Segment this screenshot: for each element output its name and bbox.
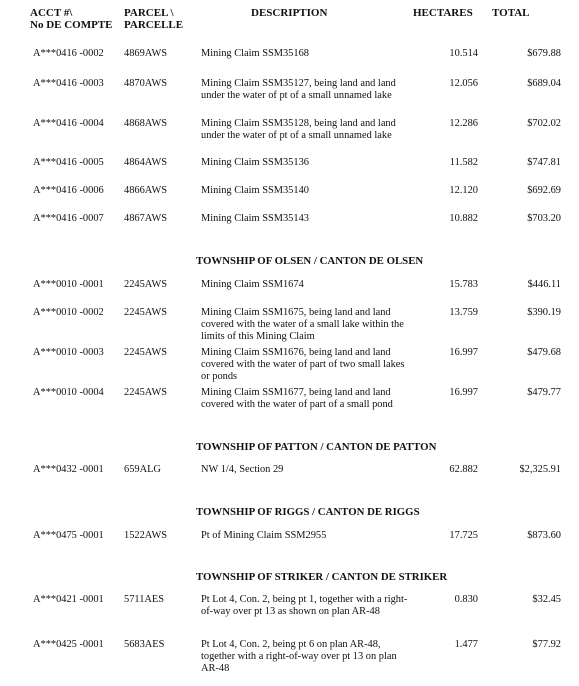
- acct-number: A***0421 -0001: [33, 594, 104, 605]
- hectares: 62.882: [449, 464, 478, 475]
- parcel-number: 4864AWS: [124, 157, 168, 168]
- hectares: 0.830: [454, 594, 478, 605]
- township-striker-heading: TOWNSHIP OF STRIKER / CANTON DE STRIKER: [196, 571, 448, 583]
- acct-header-line1: ACCT #\: [30, 7, 73, 19]
- hectares-header: HECTARES: [413, 7, 473, 19]
- acct-number: A***0010 -0001: [33, 279, 104, 290]
- total: $446.11: [527, 279, 561, 290]
- total: $692.69: [527, 185, 561, 196]
- description: Mining Claim SSM35128, being land and land under the water of pt of a small unnamed lake: [201, 118, 396, 141]
- acct-number: A***0432 -0001: [33, 464, 104, 475]
- description: Mining Claim SSM35140: [201, 185, 309, 196]
- acct-number: A***0010 -0002: [33, 307, 104, 318]
- description: Pt Lot 4, Con. 2, being pt 1, together with a right-of-way over pt 13 as shown on plan AR-48: [201, 594, 408, 617]
- total: $689.04: [527, 78, 561, 89]
- hectares: 11.582: [449, 157, 478, 168]
- description: Mining Claim SSM35127, being land and land under the water of pt of a small unnamed lake: [201, 78, 396, 101]
- total: $77.92: [532, 639, 561, 650]
- total: $703.20: [527, 213, 561, 224]
- description-header: DESCRIPTION: [251, 7, 328, 19]
- acct-number: A***0416 -0007: [33, 213, 104, 224]
- total: $747.81: [527, 157, 561, 168]
- township-patton-heading: TOWNSHIP OF PATTON / CANTON DE PATTON: [196, 441, 437, 453]
- description: NW 1/4, Section 29: [201, 464, 284, 475]
- description: Pt of Mining Claim SSM2955: [201, 530, 327, 541]
- acct-number: A***0475 -0001: [33, 530, 104, 541]
- acct-number: A***0416 -0003: [33, 78, 104, 89]
- acct-number: A***0010 -0004: [33, 387, 104, 398]
- township-olsen-heading: TOWNSHIP OF OLSEN / CANTON DE OLSEN: [196, 255, 424, 267]
- parcel-number: 1522AWS: [124, 530, 168, 541]
- township-riggs-heading: TOWNSHIP OF RIGGS / CANTON DE RIGGS: [196, 506, 420, 518]
- hectares: 16.997: [449, 347, 478, 358]
- hectares: 13.759: [449, 307, 478, 318]
- parcel-number: 659ALG: [124, 464, 161, 475]
- parcel-header-line1: PARCEL \: [124, 7, 174, 19]
- total: $2,325.91: [519, 464, 561, 475]
- parcel-number: 2245AWS: [124, 387, 168, 398]
- parcel-number: 2245AWS: [124, 347, 168, 358]
- acct-number: A***0416 -0006: [33, 185, 104, 196]
- acct-number: A***0416 -0002: [33, 48, 104, 59]
- total: $679.88: [527, 48, 561, 59]
- parcel-number: 2245AWS: [124, 279, 168, 290]
- total: $479.77: [527, 387, 561, 398]
- total: $479.68: [527, 347, 561, 358]
- parcel-header: [124, 7, 183, 31]
- acct-number: A***0416 -0004: [33, 118, 104, 129]
- hectares: 17.725: [449, 530, 478, 541]
- description: Pt Lot 4, Con. 2, being pt 6 on plan AR-48, together with a right-of-way over pt 13 on plan AR-48: [201, 639, 397, 674]
- parcel-number: 4868AWS: [124, 118, 168, 129]
- acct-number: A***0416 -0005: [33, 157, 104, 168]
- parcel-number: 5683AES: [124, 639, 165, 650]
- hectares: 1.477: [454, 639, 478, 650]
- parcel-number: 2245AWS: [124, 307, 168, 318]
- hectares: 16.997: [449, 387, 478, 398]
- acct-header-line2: No DE COMPTE: [30, 19, 113, 31]
- hectares: 12.286: [449, 118, 478, 129]
- description: Mining Claim SSM1677, being land and land covered with the water of part of a small pond: [201, 387, 393, 410]
- parcel-number: 5711AES: [124, 594, 165, 605]
- total-header: TOTAL: [492, 7, 530, 19]
- parcel-header-line2: PARCELLE: [124, 19, 184, 31]
- parcel-number: 4867AWS: [124, 213, 168, 224]
- total: $32.45: [532, 594, 561, 605]
- acct-number: A***0425 -0001: [33, 639, 104, 650]
- total: $702.02: [527, 118, 561, 129]
- hectares: 15.783: [449, 279, 478, 290]
- parcel-number: 4869AWS: [124, 48, 168, 59]
- hectares: 10.882: [449, 213, 478, 224]
- acct-number: A***0010 -0003: [33, 347, 104, 358]
- description: Mining Claim SSM1675, being land and land covered with the water of a small lake within the limits of this Mining Claim: [201, 307, 404, 342]
- acct-header: [30, 7, 113, 31]
- hectares: 10.514: [449, 48, 478, 59]
- description: Mining Claim SSM1674: [201, 279, 304, 290]
- description: Mining Claim SSM35168: [201, 48, 309, 59]
- total: $390.19: [527, 307, 561, 318]
- parcel-number: 4870AWS: [124, 78, 168, 89]
- total: $873.60: [527, 530, 561, 541]
- description: Mining Claim SSM35136: [201, 157, 309, 168]
- hectares: 12.056: [449, 78, 478, 89]
- description: Mining Claim SSM1676, being land and land covered with the water of part of two small lakes or ponds: [201, 347, 405, 382]
- parcel-number: 4866AWS: [124, 185, 168, 196]
- description: Mining Claim SSM35143: [201, 213, 309, 224]
- hectares: 12.120: [449, 185, 478, 196]
